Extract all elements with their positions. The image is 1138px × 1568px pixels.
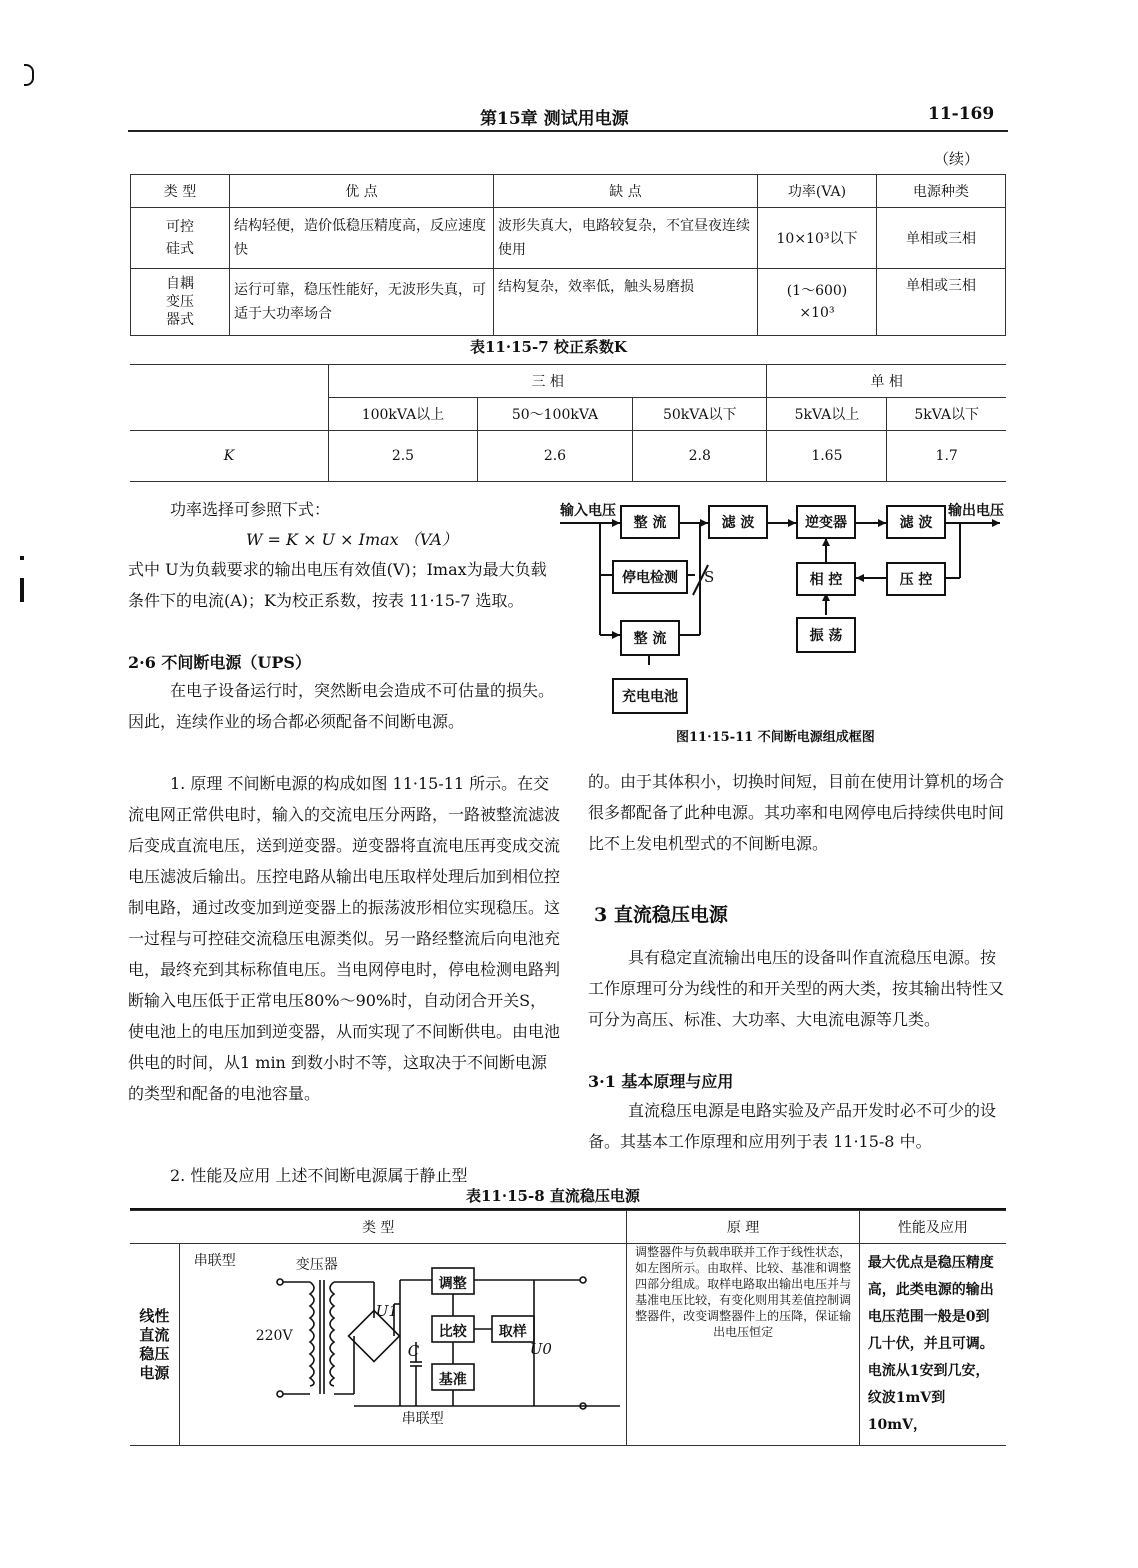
header-cell: 优 点	[230, 175, 494, 208]
correction-factor-table	[130, 364, 1006, 482]
rectifier-block: 整 流	[620, 505, 680, 539]
section-heading: 3 直流稳压电源	[594, 904, 728, 926]
table-row	[131, 269, 1006, 336]
header-cell: 原 理	[627, 1211, 859, 1244]
voltage-label: 220V	[255, 1328, 293, 1344]
header-cell: 类 型	[131, 175, 230, 208]
continued-label: （续）	[934, 150, 980, 168]
battery-block: 充电电池	[612, 678, 688, 714]
chapter-title: 第15章 测试用电源	[480, 109, 629, 129]
value-cell: 1.7	[887, 431, 1006, 482]
section-heading: 2·6 不间断电源（UPS）	[128, 653, 311, 672]
ac-regulator-table	[130, 174, 1006, 336]
table-header-row	[130, 365, 1006, 398]
transformer-label: 变压器	[295, 1257, 338, 1273]
side-label: 线性直流稳压电源	[130, 1244, 179, 1446]
paragraph: 1. 原理 不间断电源的构成如图 11·15-11 所示。在交流电网正常供电时，输入的交流电压分两路，一路被整流滤波后变成直流电压，送到逆变器。逆变器将直流电压再变成交流电压滤波后输出。压控电路从输出电压取样处理后加到相位控制电路，通过改变加到逆变器上的振荡波形相位实现稳压。这一过程与可控硅交流稳压电源类似。另一路经整流后向电池充电，最终充到其标称值电压。当电网停电时，停电检测电路判断输入电压低于正常电压80%～90%时，自动闭合开关S，使电池上的电压加到逆变器，从而实现了不间断供电。由电池供电的时间，从1 min 到数小时不等，这取决于不间断电源的类型和配备的电池容量。	[128, 774, 561, 1103]
table2-caption: 表11·15-7 校正系数K	[470, 338, 627, 356]
table-header-row	[131, 175, 1006, 208]
cons-cell: 波形失真大，电路较复杂，不宜昼夜连续使用	[494, 208, 758, 269]
header-cell: 性能及应用	[859, 1211, 1006, 1244]
figure-caption: 图11·15-11 不间断电源组成框图	[676, 730, 875, 745]
page-number: 11-169	[928, 104, 995, 124]
group-header-three-phase: 三 相	[329, 365, 767, 398]
oscillator-block: 振 荡	[796, 617, 856, 653]
col-header: 50～100kVA	[477, 398, 632, 431]
type-cell: 自耦 变压 器式	[131, 269, 230, 336]
value-cell: 2.8	[633, 431, 767, 482]
row-label: K	[130, 431, 329, 482]
cons-cell: 结构复杂，效率低，触头易磨损	[494, 269, 758, 336]
reference-block: 基准	[438, 1372, 467, 1388]
type-cell: 可控 硅式	[131, 208, 230, 269]
filter-block: 滤 波	[708, 505, 768, 539]
compare-block: 比较	[438, 1324, 467, 1340]
header-cell: 类 型	[130, 1211, 627, 1244]
principle-cell: 调整器件与负载串联并工作于线性状态，如左图所示。由取样、比较、基准和调整四部分组成。取样电路取出输出电压并与基准电压比较，有变化则用其差值控制调整器件，改变调整器件上的压降，保证输出电压恒定	[627, 1244, 859, 1446]
header-rule	[128, 130, 1008, 132]
col-header: 5kVA以上	[767, 398, 887, 431]
kind-cell: 单相或三相	[877, 208, 1006, 269]
series-regulator-circuit	[180, 1244, 620, 1432]
blank-cell	[130, 365, 329, 431]
u1-label: U1	[375, 1302, 398, 1320]
subsection-heading: 3·1 基本原理与应用	[588, 1072, 734, 1091]
paragraph: 在电子设备运行时，突然断电会造成不可估量的损失。因此，连续作业的场合都必须配备不间断电源。	[128, 681, 555, 731]
pros-cell: 结构轻便，造价低稳压精度高，反应速度快	[230, 208, 494, 269]
output-voltage-label: 输出电压	[948, 503, 1004, 519]
value-cell: 2.5	[329, 431, 478, 482]
col-header: 50kVA以下	[633, 398, 767, 431]
bottom-series-label: 串联型	[401, 1411, 444, 1427]
paragraph: 具有稳定直流输出电压的设备叫作直流稳压电源。按工作原理可分为线性的和开关型的两大类，按其输出特性又可分为高压、标准、大功率、大电流电源等几类。	[588, 948, 1005, 1029]
voltage-control-block: 压 控	[886, 562, 946, 596]
header-cell: 缺 点	[494, 175, 758, 208]
pros-cell: 运行可靠，稳压性能好，无波形失真，可适于大功率场合	[230, 269, 494, 336]
adjust-block: 调整	[438, 1276, 467, 1292]
col-header: 5kVA以下	[887, 398, 1006, 431]
sample-block: 取样	[498, 1324, 527, 1340]
series-type-label: 串联型	[193, 1253, 236, 1269]
paragraph: 功率选择可参照下式：	[170, 500, 331, 519]
inverter-block: 逆变器	[796, 505, 856, 539]
header-cell: 功率(VA)	[758, 175, 877, 208]
header-cell: 电源种类	[877, 175, 1006, 208]
circuit-cell	[179, 1244, 627, 1446]
value-cell: 2.6	[477, 431, 632, 482]
scan-mark	[24, 64, 34, 86]
uo-label: U0	[529, 1340, 552, 1358]
power-cell: (1～600) ×10³	[758, 269, 877, 336]
paragraph: 直流稳压电源是电路实验及产品开发时必不可少的设备。其基本工作原理和应用列于表 11·15-8 中。	[588, 1101, 997, 1151]
scan-mark	[20, 578, 24, 602]
dc-regulator-table	[130, 1210, 1006, 1446]
table-row	[130, 1244, 1006, 1446]
table-row	[131, 208, 1006, 269]
outage-detect-block: 停电检测	[612, 560, 688, 594]
performance-cell: 最大优点是稳压精度高，此类电源的输出电压范围一般是0到几十伏，并且可调。电流从1安到几安，纹波1mV到10mV，	[859, 1244, 1006, 1446]
paragraph: 2. 性能及应用 上述不间断电源属于静止型	[170, 1166, 468, 1185]
kind-cell: 单相或三相	[877, 269, 1006, 336]
power-cell: 10×10³以下	[758, 208, 877, 269]
scan-mark	[20, 556, 24, 560]
group-header-single-phase: 单 相	[767, 365, 1006, 398]
table-header-row	[130, 1211, 1006, 1244]
value-cell: 1.65	[767, 431, 887, 482]
capacitor-label: C	[407, 1342, 420, 1360]
paragraph: 式中 U为负载要求的输出电压有效值(V)；Imax为最大负载条件下的电流(A)；K为校正系数，按表 11·15-7 选取。	[128, 560, 547, 610]
col-header: 100kVA以上	[329, 398, 478, 431]
table-row	[130, 431, 1006, 482]
paragraph: 的。由于其体积小，切换时间短，目前在使用计算机的场合很多都配备了此种电源。其功率和电网停电后持续供电时间比不上发电机型式的不间断电源。	[588, 772, 1005, 853]
switch-label: S	[704, 568, 715, 586]
charger-rectifier-block: 整 流	[620, 620, 680, 656]
output-filter-block: 滤 波	[886, 505, 946, 539]
table3-caption: 表11·15-8 直流稳压电源	[466, 1187, 640, 1205]
input-voltage-label: 输入电压	[560, 503, 616, 519]
phase-control-block: 相 控	[796, 562, 856, 596]
formula: W = K × U × Imax （VA）	[246, 530, 458, 549]
